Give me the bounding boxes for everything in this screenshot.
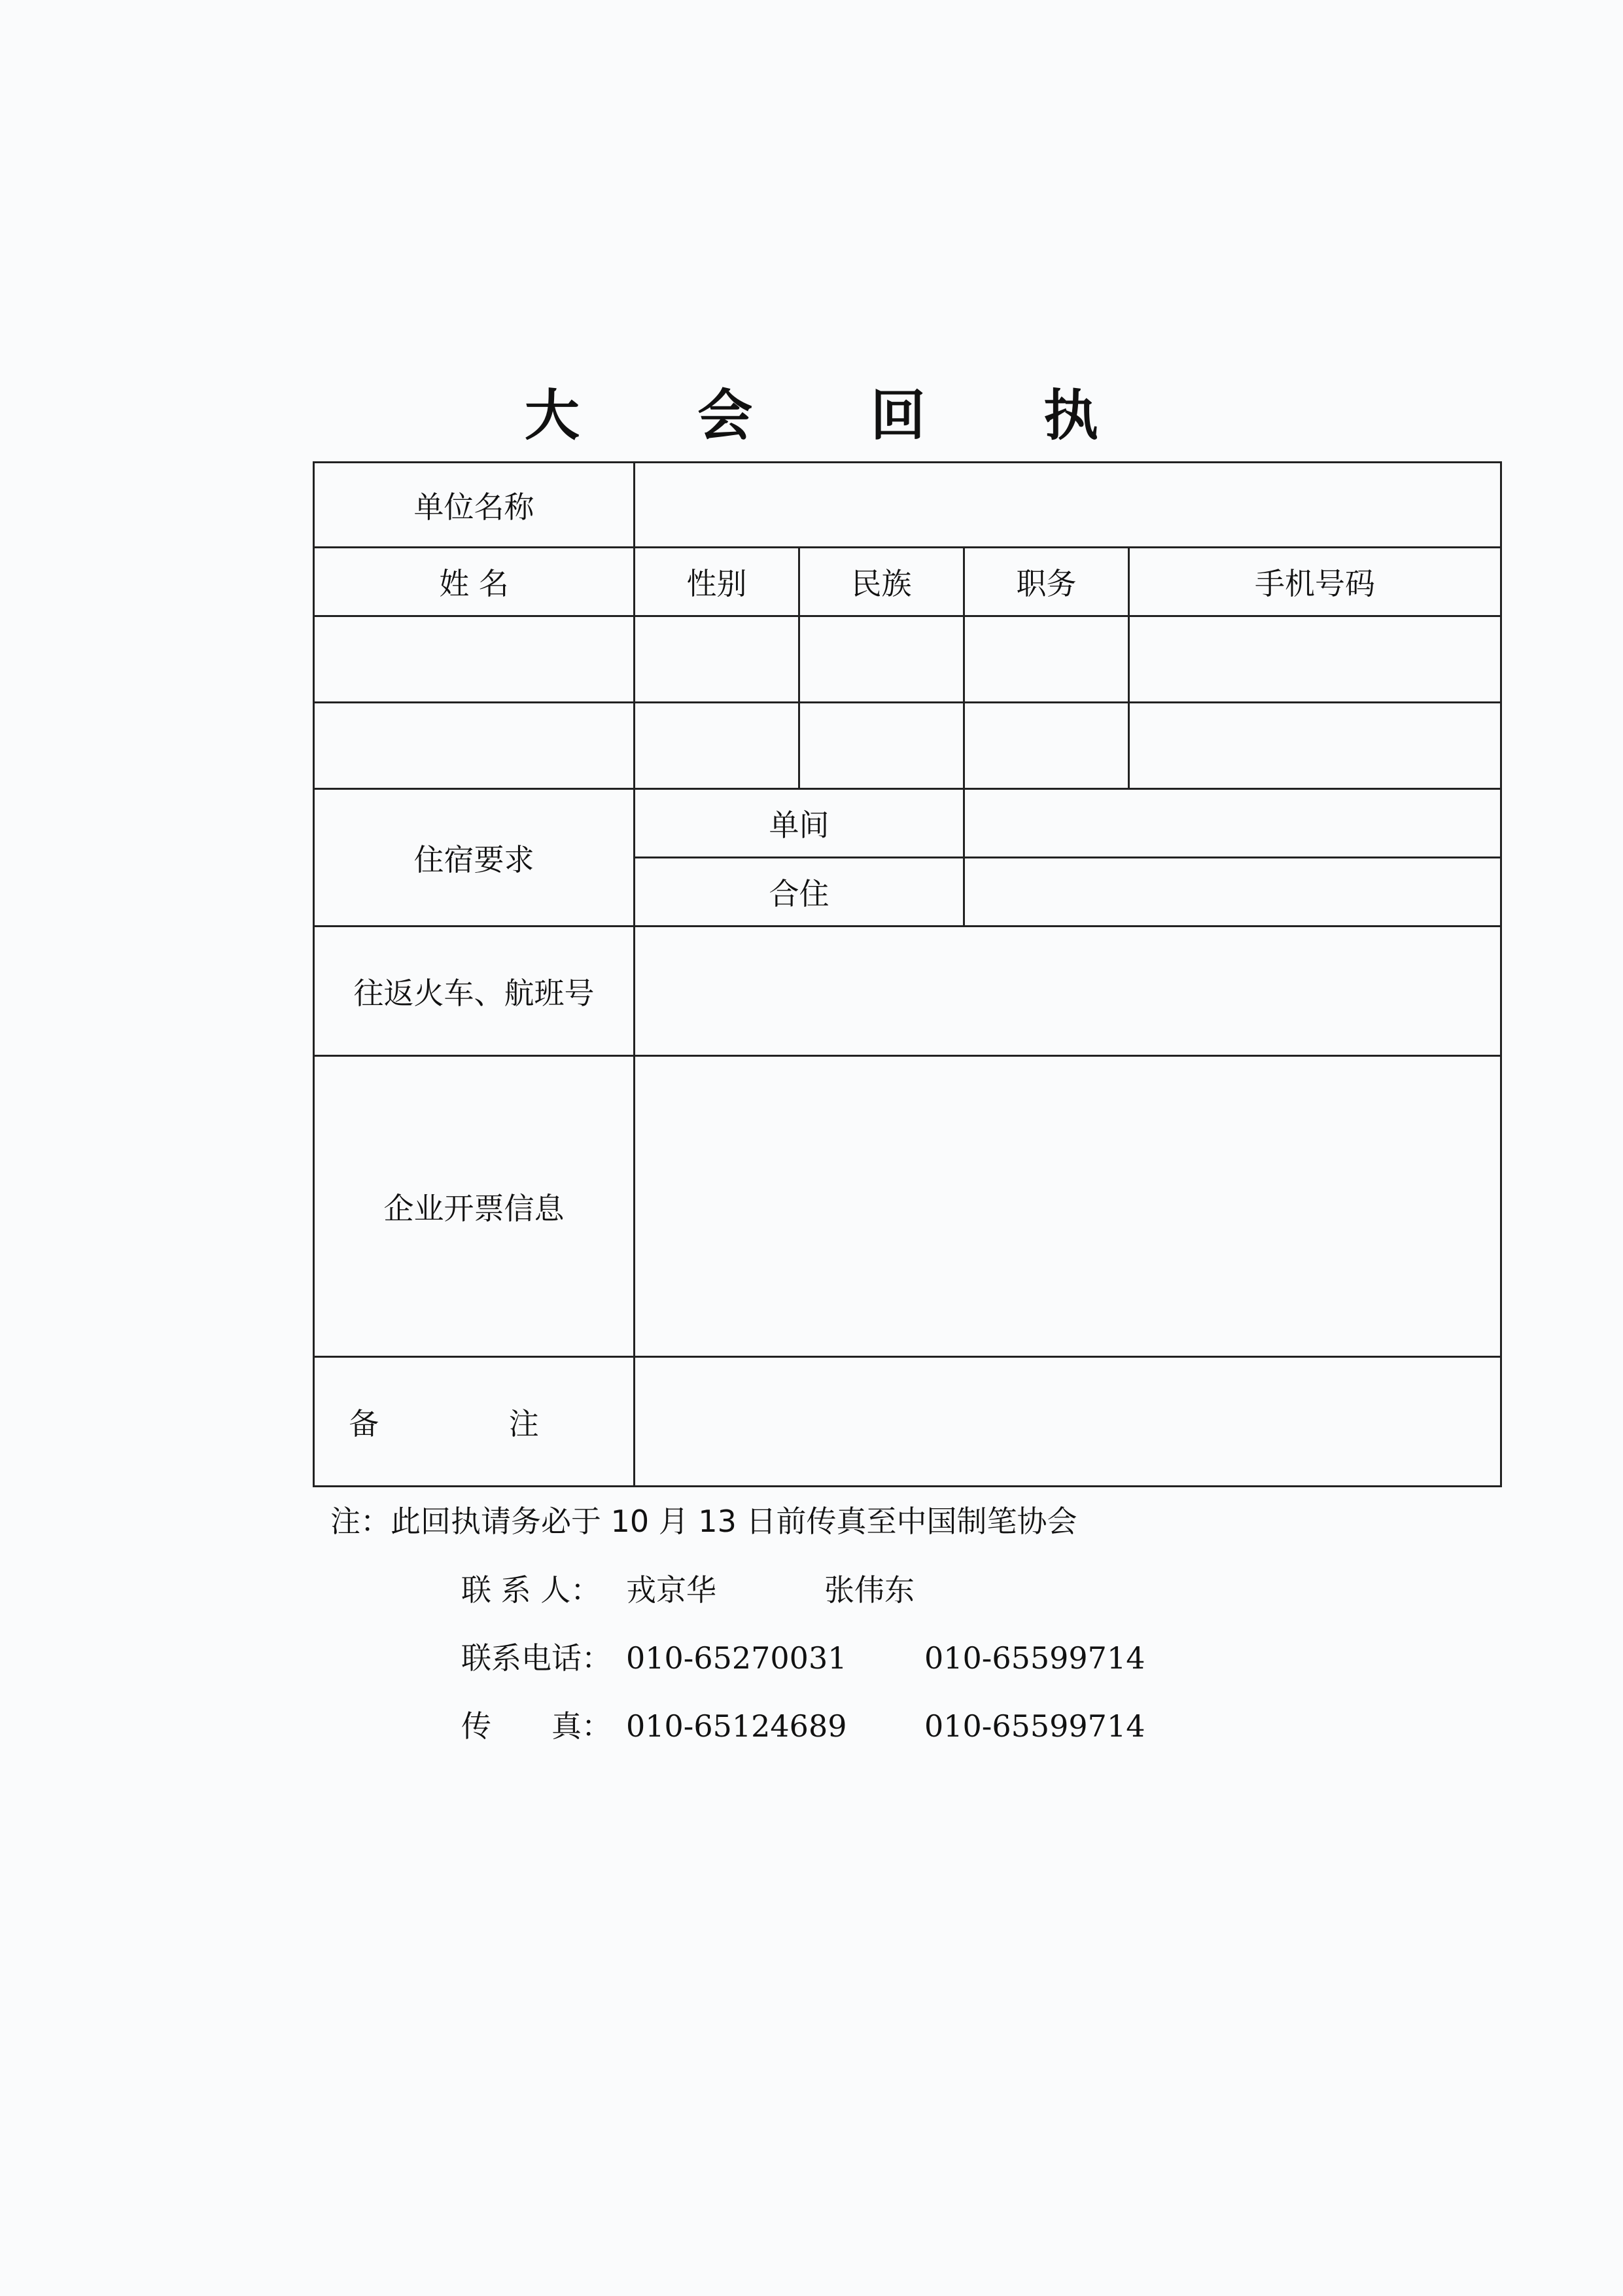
contact-block (461, 1567, 1181, 1771)
unit-name-row (314, 463, 1501, 548)
header-name: 姓 名 (314, 548, 635, 616)
accommodation-label: 住宿要求 (314, 789, 635, 927)
accommodation-shared-field[interactable] (964, 858, 1501, 927)
attendee-position-field[interactable] (964, 616, 1129, 703)
unit-name-field[interactable] (635, 463, 1501, 548)
attendee-gender-field[interactable] (635, 703, 799, 789)
contact-fax-row (461, 1703, 1181, 1771)
accommodation-single-label: 单间 (635, 789, 964, 858)
attendee-row (314, 616, 1501, 703)
attendee-gender-field[interactable] (635, 616, 799, 703)
contact-fax-2: 010-65599714 (924, 1708, 1145, 1744)
travel-field[interactable] (635, 927, 1501, 1056)
header-gender: 性别 (635, 548, 799, 616)
attendee-phone-field[interactable] (1129, 616, 1501, 703)
receipt-form-table (313, 461, 1502, 1487)
invoice-row (314, 1056, 1501, 1357)
attendee-name-field[interactable] (314, 616, 635, 703)
travel-label: 往返火车、航班号 (314, 927, 635, 1056)
contact-person-2: 张伟东 (824, 1572, 915, 1608)
unit-name-label: 单位名称 (314, 463, 635, 548)
header-ethnicity: 民族 (799, 548, 964, 616)
travel-row (314, 927, 1501, 1056)
attendee-position-field[interactable] (964, 703, 1129, 789)
contact-person-label: 联 系 人： (461, 1572, 601, 1608)
accommodation-single-field[interactable] (964, 789, 1501, 858)
invoice-field[interactable] (635, 1056, 1501, 1357)
contact-phone-2: 010-65599714 (924, 1640, 1145, 1676)
remarks-label: 备 注 (314, 1357, 635, 1487)
contact-fax-1: 010-65124689 (626, 1708, 847, 1744)
attendee-ethnicity-field[interactable] (799, 703, 964, 789)
accommodation-shared-label: 合住 (635, 858, 964, 927)
contact-phone-1: 010-65270031 (626, 1640, 847, 1676)
contact-person-row (461, 1567, 1181, 1635)
contact-phone-row (461, 1635, 1181, 1703)
header-position: 职务 (964, 548, 1129, 616)
page-title: 大 会 回 执 (524, 383, 1148, 448)
note-text: 注：此回执请务必于 10 月 13 日前传真至中国制笔协会 (330, 1504, 1077, 1539)
contact-fax-label: 传 真： (461, 1708, 612, 1744)
header-phone: 手机号码 (1129, 548, 1501, 616)
contact-phone-label: 联系电话： (461, 1640, 612, 1676)
remarks-field[interactable] (635, 1357, 1501, 1487)
attendee-row (314, 703, 1501, 789)
attendee-name-field[interactable] (314, 703, 635, 789)
accommodation-single-row (314, 789, 1501, 858)
remarks-row (314, 1357, 1501, 1487)
attendee-ethnicity-field[interactable] (799, 616, 964, 703)
header-row (314, 548, 1501, 616)
contact-person-1: 戎京华 (626, 1572, 716, 1608)
attendee-phone-field[interactable] (1129, 703, 1501, 789)
invoice-label: 企业开票信息 (314, 1056, 635, 1357)
